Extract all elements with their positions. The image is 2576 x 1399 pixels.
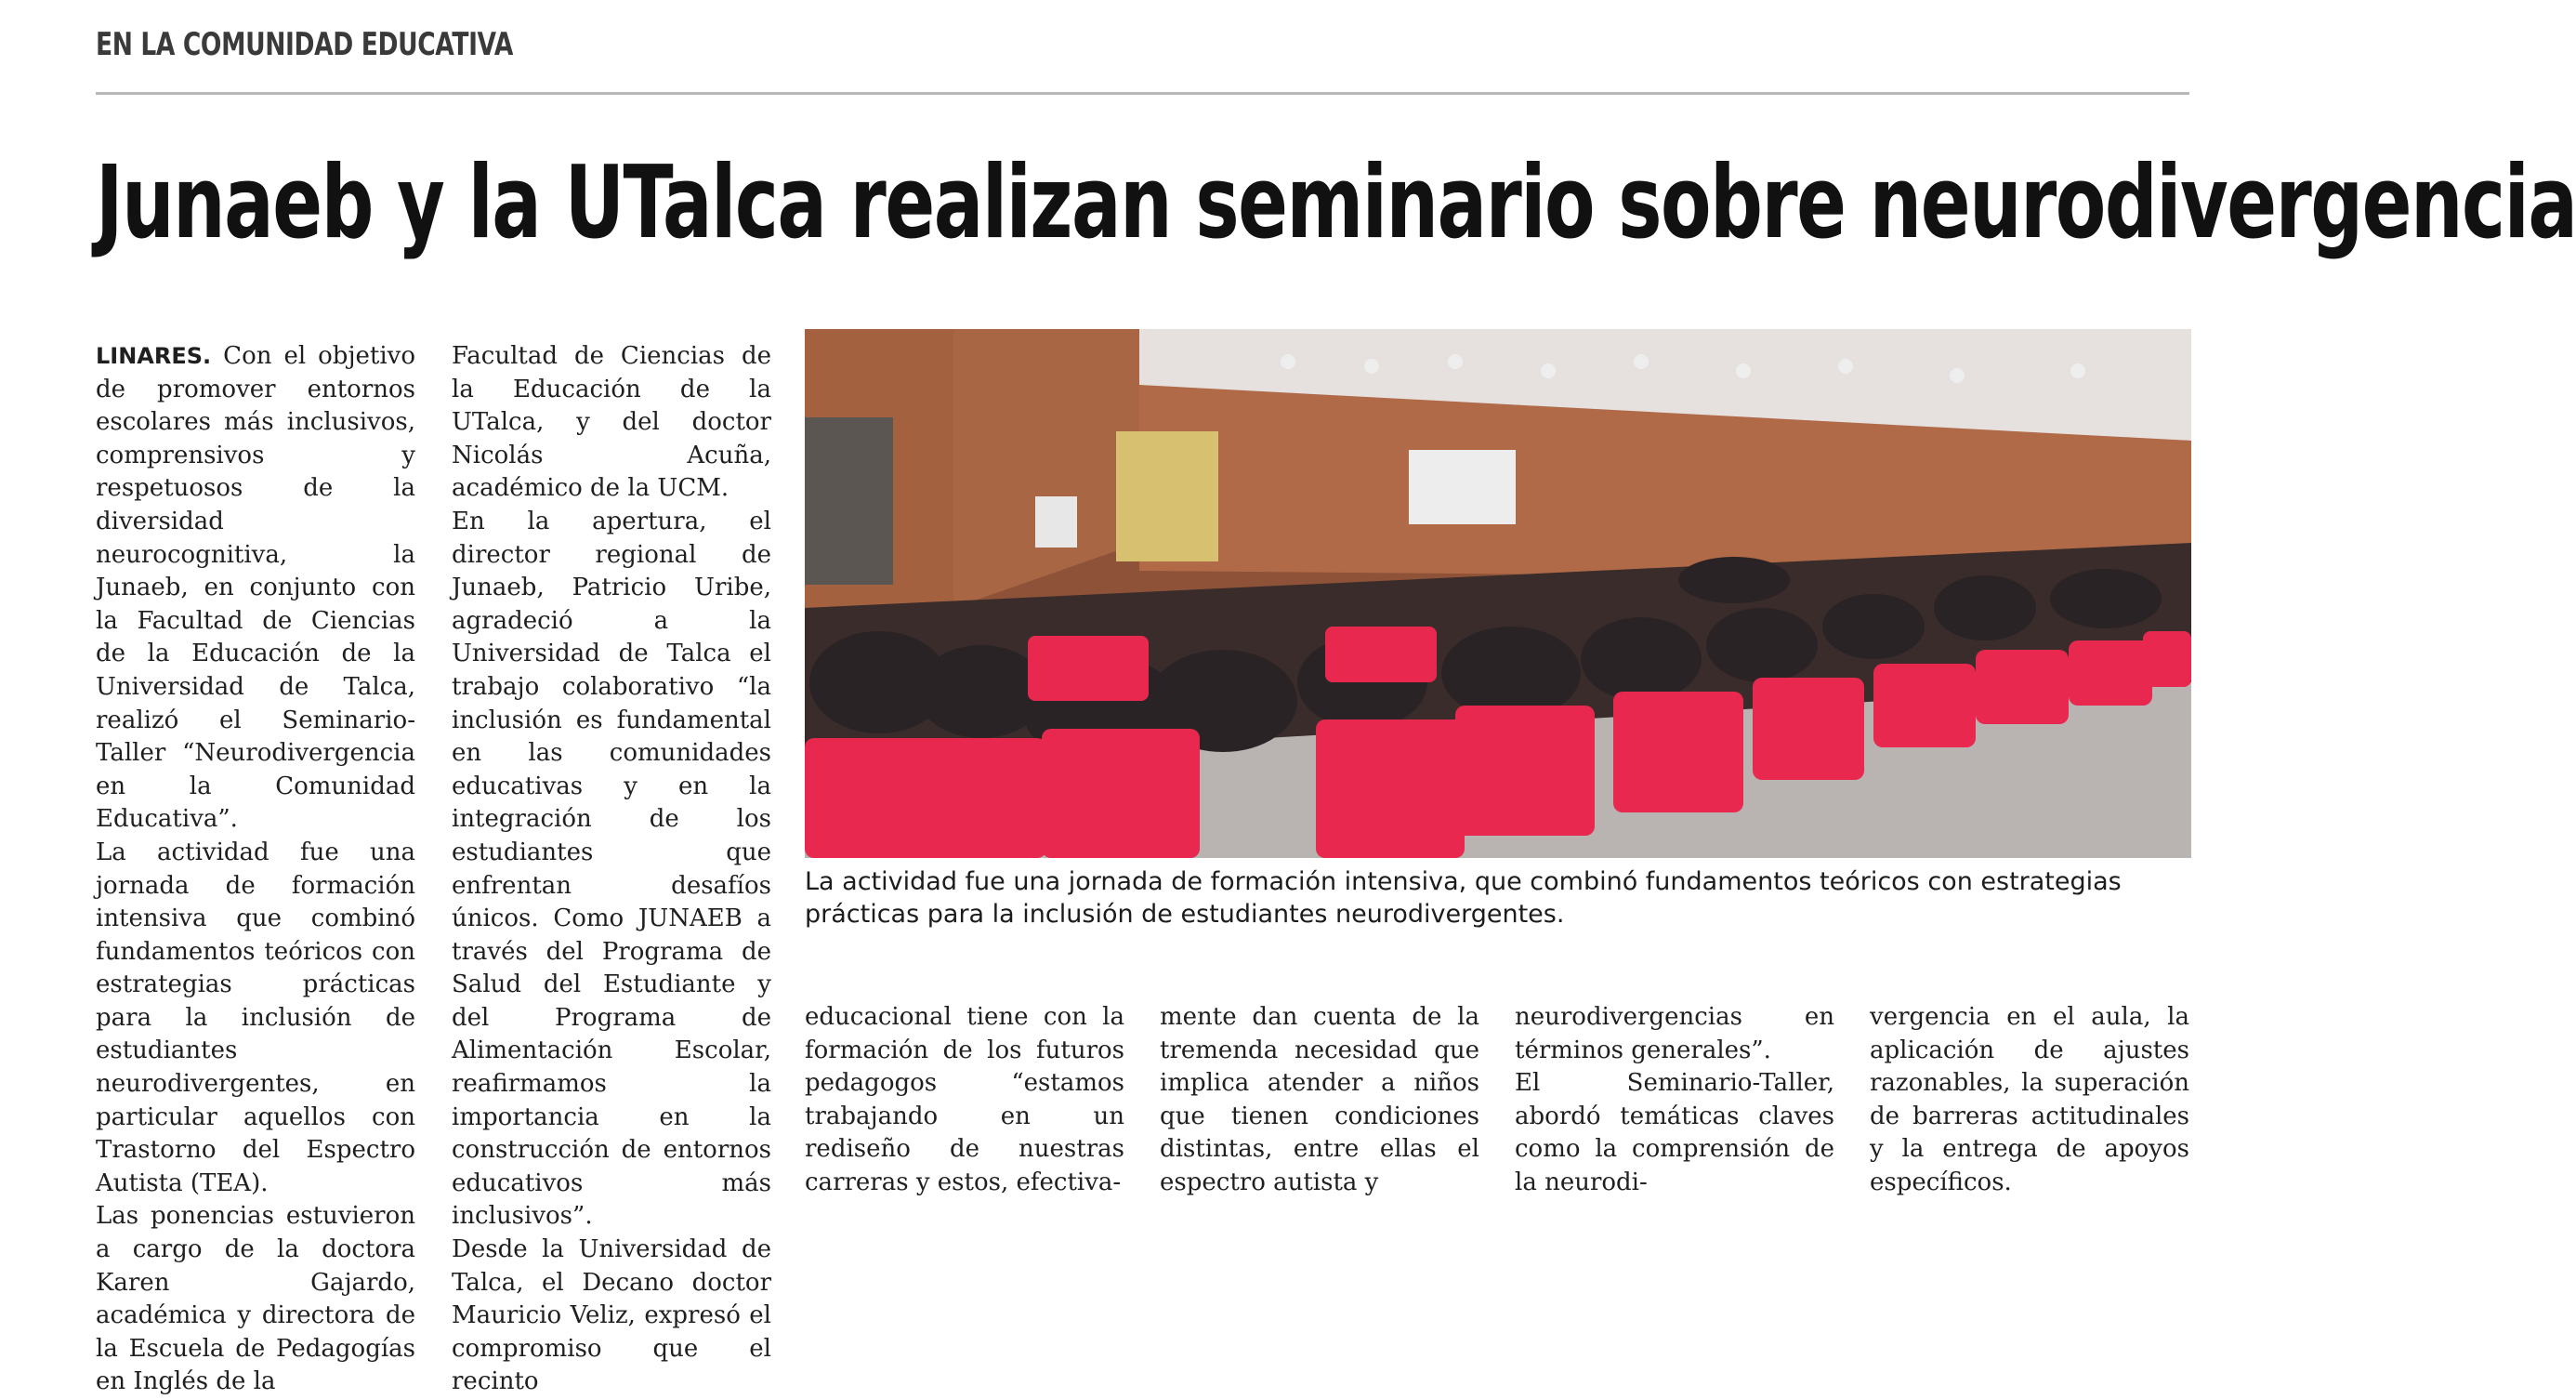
dateline: LINARES. bbox=[96, 343, 212, 369]
article-column-3 bbox=[805, 1001, 1124, 1200]
photo-caption: La actividad fue una jornada de formación intensiva, que combinó fundamentos teóricos con estrategias prácticas para la inclusión de estudiantes neurodivergentes. bbox=[805, 867, 2122, 929]
event-photo bbox=[805, 329, 2191, 858]
article-paragraph: neurodivergencias en términos generales”. bbox=[1515, 1003, 1834, 1064]
article-paragraph: Facultad de Ciencias de la Educación de la UTalca, y del doctor Nicolás Acuña, académico de la UCM. bbox=[452, 342, 771, 503]
headline: Junaeb y la UTalca realizan seminario sobre neurodivergencia bbox=[96, 145, 2576, 261]
article-paragraph: En la apertura, el director regional de Junaeb, Patricio Uribe, agradeció a la Universidad de Talca el trabajo colaborativo “la inclusión es fundamental en las comunidades educativas y en la integración de los estudiantes que enfrentan desafíos únicos. Como JUNAEB a través del Programa de Salud del Estudiante y del Programa de Alimentación Escolar, reafirmamos la importancia en la construcción de entornos educativos más inclusivos”. bbox=[452, 507, 771, 1231]
section-divider bbox=[96, 92, 2189, 95]
article-paragraph: mente dan cuenta de la tremenda necesidad que implica atender a niños que tienen condiciones distintas, entre ellas el espectro autista y bbox=[1160, 1003, 1479, 1196]
article-paragraph bbox=[96, 340, 415, 837]
article-column-4 bbox=[1160, 1001, 1479, 1200]
article-paragraph: Las ponencias estuvieron a cargo de la doctora Karen Gajardo, académica y directora de la Escuela de Pedagogías en Inglés de la bbox=[96, 1202, 415, 1396]
article-text: Con el objetivo de promover entornos escolares más inclusivos, comprensivos y respetuosos de la diversidad neurocognitiva, la Junaeb, en conjunto con la Facultad de Ciencias de la Educación de la Universidad de Talca, realizó el Seminario-Taller “Neurodivergencia en la Comunidad Educativa”. bbox=[96, 342, 416, 834]
article-column-5 bbox=[1515, 1001, 1834, 1200]
article-paragraph: educacional tiene con la formación de los futuros pedagogos “estamos trabajando en un rediseño de nuestras carreras y estos, efectiva- bbox=[805, 1003, 1124, 1196]
section-label: EN LA COMUNIDAD EDUCATIVA bbox=[96, 26, 514, 63]
auditorium-illustration bbox=[805, 329, 2191, 858]
article-paragraph: vergencia en el aula, la aplicación de ajustes razonables, la superación de barreras actitudinales y la entrega de apoyos específicos. bbox=[1870, 1003, 2189, 1196]
article-paragraph: La actividad fue una jornada de formación intensiva que combinó fundamentos teóricos con estrategias prácticas para la inclusión de estudiantes neurodivergentes, en particular aquellos con Trastorno del Espectro Autista (TEA). bbox=[96, 838, 415, 1197]
article-column-6 bbox=[1870, 1001, 2189, 1200]
article-column-2 bbox=[452, 340, 771, 1399]
article-paragraph: El Seminario-Taller, abordó temáticas claves como la comprensión de la neurodi- bbox=[1515, 1069, 1834, 1196]
article-column-1 bbox=[96, 340, 415, 1399]
article-paragraph: Desde la Universidad de Talca, el Decano doctor Mauricio Veliz, expresó el compromiso que el recinto bbox=[452, 1235, 771, 1396]
